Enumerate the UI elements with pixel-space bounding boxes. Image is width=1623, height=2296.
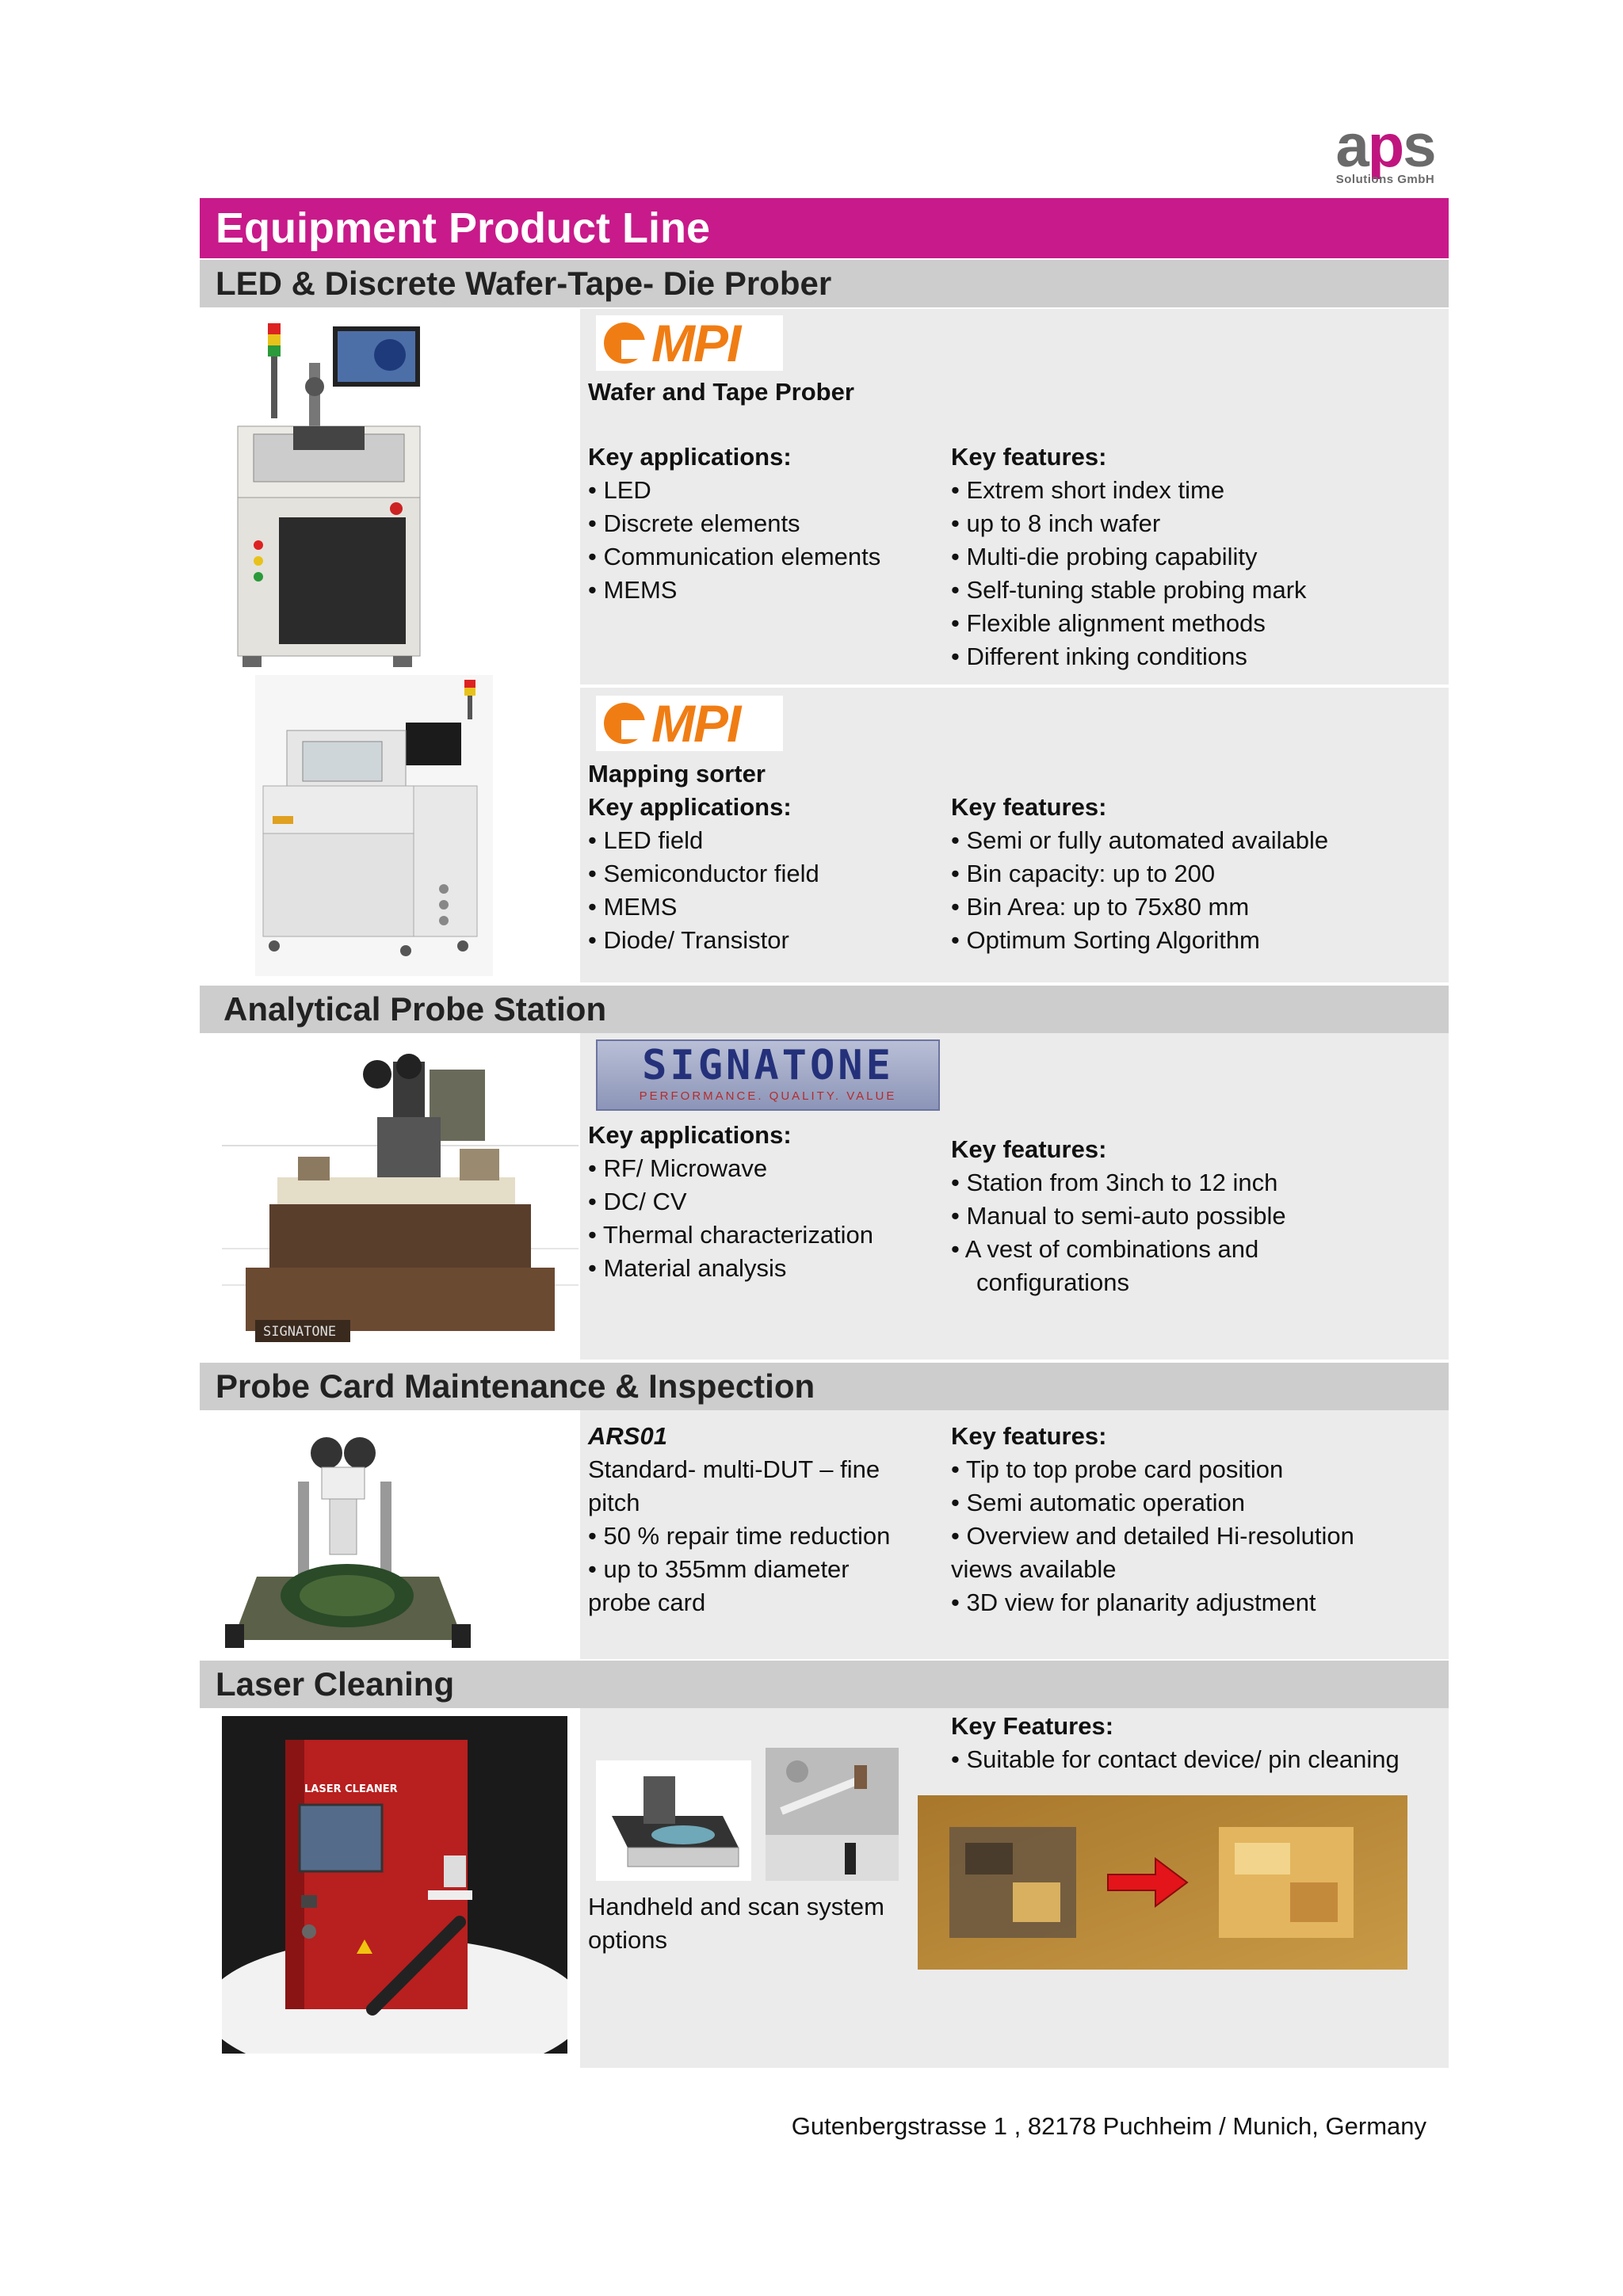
signatone-plate: SIGNATONE — [263, 1324, 337, 1340]
probe-station-image — [222, 1038, 579, 1355]
product-name: Wafer and Tape Prober — [588, 378, 854, 406]
key-features-4: Key features: • Tip to top probe card position • Semi automatic operation • Overview and detailed Hi-resolution views available • 3D view for planarity adjustment — [951, 1422, 1354, 1616]
section-heading-led: LED & Discrete Wafer-Tape- Die Prober — [200, 260, 1449, 307]
section-heading-analytical: Analytical Probe Station — [200, 986, 1449, 1033]
section-heading-laser: Laser Cleaning — [200, 1661, 1449, 1708]
probecard-station-image — [225, 1426, 471, 1664]
key-applications-2: Mapping sorter Key applications: • LED field • Semiconductor field • MEMS • Diode/ Transistor — [588, 760, 819, 954]
aps-logo: aps Solutions GmbH — [1322, 120, 1449, 186]
handheld-system-image — [766, 1748, 899, 1881]
probecard-description: ARS01 Standard- multi-DUT – fine pitch • 50 % repair time reduction • up to 355mm diameter probe card — [588, 1420, 890, 1619]
key-features-3: Key features: • Station from 3inch to 12 inch • Manual to semi-auto possible • A vest of combinations and configurations — [951, 1135, 1286, 1296]
key-applications: Key applications: • LED • Discrete elements • Communication elements • MEMS — [588, 443, 881, 604]
footer-address: Gutenbergstrasse 1 , 82178 Puchheim / Munich, Germany — [791, 2112, 1426, 2140]
model-name: ARS01 — [588, 1422, 667, 1450]
signatone-logo: SIGNATONE PERFORMANCE. QUALITY. VALUE — [596, 1039, 940, 1111]
wafer-prober-image — [222, 315, 436, 680]
before-after-cleaning-image — [918, 1795, 1407, 1970]
key-features-2: Key features: • Semi or fully automated available • Bin capacity: up to 200 • Bin Area: up to 75x80 mm • Optimum Sorting Algorithm — [951, 793, 1329, 954]
key-features-5: Key Features: • Suitable for contact device/ pin cleaning — [951, 1712, 1400, 1773]
page-title: Equipment Product Line — [200, 198, 1449, 258]
section-heading-probecard: Probe Card Maintenance & Inspection — [200, 1363, 1449, 1410]
mpi-logo-2: MPI — [596, 696, 783, 751]
key-features: Key features: • Extrem short index time • up to 8 inch wafer • Multi-die probing capability • Self-tuning stable probing mark • Flexible alignment methods • Different inking conditions — [951, 443, 1307, 670]
scan-system-image — [596, 1760, 751, 1881]
laser-caption: Handheld and scan system options — [588, 1893, 884, 1954]
mapping-sorter-image — [255, 675, 493, 976]
mpi-logo: MPI — [596, 315, 783, 371]
key-applications-3: Key applications: • RF/ Microwave • DC/ CV • Thermal characterization • Material analysis — [588, 1121, 874, 1282]
laser-cleaner-image — [222, 1716, 567, 2054]
logo-subtitle: Solutions GmbH — [1335, 173, 1435, 186]
laser-cleaner-label: LASER CLEANER — [304, 1783, 398, 1795]
